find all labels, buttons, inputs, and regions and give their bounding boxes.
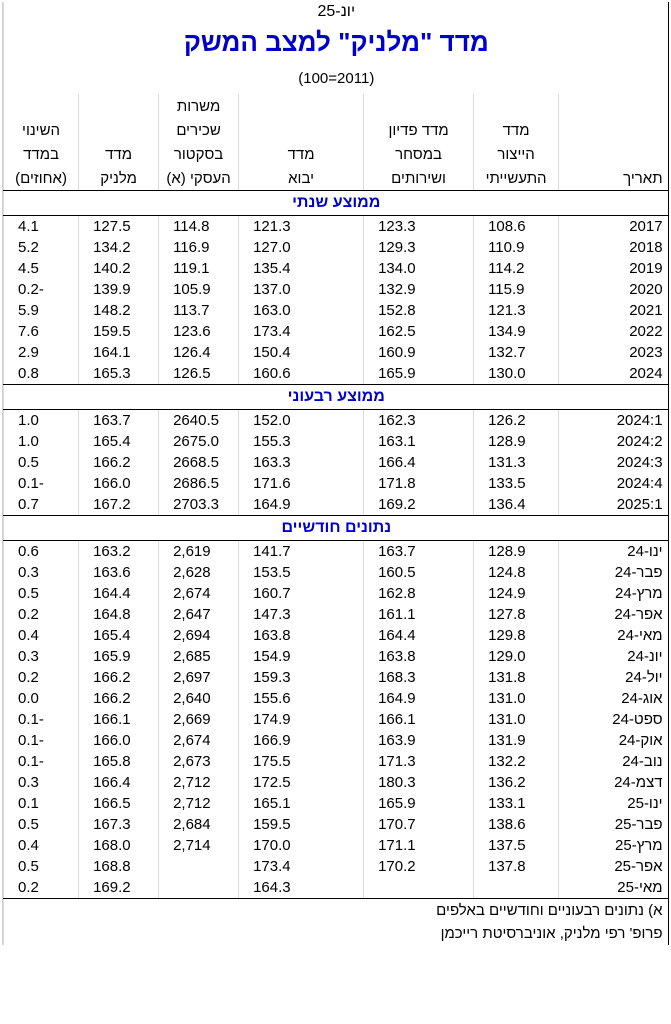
value-cell: 113.7 bbox=[159, 300, 239, 321]
value-cell: 166.5 bbox=[79, 793, 159, 814]
value-cell: 154.9 bbox=[239, 646, 364, 667]
value-cell: 166.4 bbox=[364, 452, 474, 473]
value-cell: 131.8 bbox=[474, 667, 559, 688]
value-cell: 163.2 bbox=[79, 541, 159, 563]
value-cell bbox=[159, 856, 239, 877]
value-cell: 131.0 bbox=[474, 709, 559, 730]
value-cell: 147.3 bbox=[239, 604, 364, 625]
value-cell: -0.1 bbox=[4, 709, 79, 730]
value-cell: 0.3 bbox=[4, 646, 79, 667]
value-cell: 165.9 bbox=[79, 646, 159, 667]
value-cell: 164.4 bbox=[79, 583, 159, 604]
value-cell: 163.8 bbox=[239, 625, 364, 646]
table-row bbox=[4, 877, 669, 899]
row-date-cell: ינו-24 bbox=[559, 541, 669, 563]
value-cell: 0.5 bbox=[4, 583, 79, 604]
value-cell: 121.3 bbox=[474, 300, 559, 321]
header-date: תאריך bbox=[559, 166, 669, 191]
value-cell: 165.1 bbox=[239, 793, 364, 814]
value-cell: 150.4 bbox=[239, 342, 364, 363]
value-cell bbox=[364, 877, 474, 899]
header-melnick: מדד bbox=[79, 142, 159, 166]
value-cell: 170.0 bbox=[239, 835, 364, 856]
report-date: יונ-25 bbox=[4, 2, 669, 22]
value-cell: 163.7 bbox=[79, 410, 159, 432]
value-cell: 152.8 bbox=[364, 300, 474, 321]
value-cell: 127.5 bbox=[79, 216, 159, 238]
value-cell: 2668.5 bbox=[159, 452, 239, 473]
row-date-cell: מאי-24 bbox=[559, 625, 669, 646]
value-cell: 126.2 bbox=[474, 410, 559, 432]
section-title: נתונים חודשיים bbox=[4, 516, 669, 541]
value-cell: 0.2 bbox=[4, 667, 79, 688]
value-cell: 133.5 bbox=[474, 473, 559, 494]
value-cell: 165.4 bbox=[79, 625, 159, 646]
value-cell: 0.3 bbox=[4, 562, 79, 583]
value-cell: 0.2 bbox=[4, 604, 79, 625]
value-cell: 114.8 bbox=[159, 216, 239, 238]
value-cell: 166.4 bbox=[79, 772, 159, 793]
page-title: מדד "מלניק" למצב המשק bbox=[4, 22, 669, 62]
value-cell: 114.2 bbox=[474, 258, 559, 279]
value-cell bbox=[159, 877, 239, 899]
value-cell: 2,714 bbox=[159, 835, 239, 856]
value-cell: 163.8 bbox=[364, 646, 474, 667]
value-cell bbox=[474, 877, 559, 899]
row-date-cell: אוג-24 bbox=[559, 688, 669, 709]
value-cell: 165.9 bbox=[364, 793, 474, 814]
value-cell: 160.9 bbox=[364, 342, 474, 363]
value-cell: 171.6 bbox=[239, 473, 364, 494]
value-cell: -0.1 bbox=[4, 473, 79, 494]
table-row bbox=[4, 321, 669, 342]
value-cell: 137.0 bbox=[239, 279, 364, 300]
row-date-cell: נוב-24 bbox=[559, 751, 669, 772]
value-cell: 124.8 bbox=[474, 562, 559, 583]
value-cell: 174.9 bbox=[239, 709, 364, 730]
value-cell: 0.8 bbox=[4, 363, 79, 385]
row-date-cell: מרץ-24 bbox=[559, 583, 669, 604]
value-cell: 2,674 bbox=[159, 730, 239, 751]
value-cell: 5.2 bbox=[4, 237, 79, 258]
section-header bbox=[4, 191, 669, 216]
row-date-cell: 2025:1 bbox=[559, 494, 669, 516]
table-row bbox=[4, 541, 669, 563]
header-imports: מדד bbox=[239, 142, 364, 166]
value-cell: 108.6 bbox=[474, 216, 559, 238]
value-cell: 1.0 bbox=[4, 431, 79, 452]
value-cell: 135.4 bbox=[239, 258, 364, 279]
section-title: ממוצע רבעוני bbox=[4, 385, 669, 410]
value-cell: 0.4 bbox=[4, 625, 79, 646]
value-cell: 155.3 bbox=[239, 431, 364, 452]
value-cell: 159.5 bbox=[79, 321, 159, 342]
value-cell: 163.9 bbox=[364, 730, 474, 751]
table-row bbox=[4, 730, 669, 751]
value-cell: -0.2 bbox=[4, 279, 79, 300]
value-cell: 160.7 bbox=[239, 583, 364, 604]
value-cell: 2,674 bbox=[159, 583, 239, 604]
row-date-cell: 2024:2 bbox=[559, 431, 669, 452]
value-cell: 2,673 bbox=[159, 751, 239, 772]
header-change: השינוי bbox=[4, 118, 79, 142]
value-cell: 129.8 bbox=[474, 625, 559, 646]
header-row-2: מדד מדד פדיון שכירים השינוי bbox=[4, 118, 669, 142]
value-cell: 161.1 bbox=[364, 604, 474, 625]
header-row-4: תאריך התעשייתי ושירותים יבוא העסקי (א) מלניק (אחוזים) bbox=[4, 166, 669, 191]
value-cell: 167.2 bbox=[79, 494, 159, 516]
value-cell: 138.6 bbox=[474, 814, 559, 835]
value-cell: 2,619 bbox=[159, 541, 239, 563]
base-row bbox=[4, 62, 669, 94]
value-cell: 0.1 bbox=[4, 793, 79, 814]
value-cell: 140.2 bbox=[79, 258, 159, 279]
value-cell: 162.5 bbox=[364, 321, 474, 342]
footnote-row bbox=[4, 899, 669, 923]
value-cell: 0.5 bbox=[4, 814, 79, 835]
value-cell: 139.9 bbox=[79, 279, 159, 300]
row-date-cell: אוק-24 bbox=[559, 730, 669, 751]
table-row bbox=[4, 814, 669, 835]
value-cell: 162.3 bbox=[364, 410, 474, 432]
value-cell: 164.9 bbox=[364, 688, 474, 709]
table-row bbox=[4, 237, 669, 258]
row-date-cell: 2020 bbox=[559, 279, 669, 300]
value-cell: 2,685 bbox=[159, 646, 239, 667]
header-industrial: מדד bbox=[474, 118, 559, 142]
value-cell: 129.3 bbox=[364, 237, 474, 258]
value-cell: 2,669 bbox=[159, 709, 239, 730]
table-row bbox=[4, 216, 669, 238]
value-cell: 4.5 bbox=[4, 258, 79, 279]
row-date-cell: דצמ-24 bbox=[559, 772, 669, 793]
value-cell: 164.1 bbox=[79, 342, 159, 363]
value-cell: 165.8 bbox=[79, 751, 159, 772]
section-title: ממוצע שנתי bbox=[4, 191, 669, 216]
value-cell: 137.8 bbox=[474, 856, 559, 877]
value-cell: 7.6 bbox=[4, 321, 79, 342]
melnick-index-table bbox=[3, 2, 669, 945]
table-row bbox=[4, 625, 669, 646]
value-cell: 164.9 bbox=[239, 494, 364, 516]
table-row bbox=[4, 279, 669, 300]
value-cell: 0.0 bbox=[4, 688, 79, 709]
value-cell: 0.5 bbox=[4, 856, 79, 877]
value-cell: 180.3 bbox=[364, 772, 474, 793]
value-cell: 155.6 bbox=[239, 688, 364, 709]
value-cell: 171.8 bbox=[364, 473, 474, 494]
section-header bbox=[4, 516, 669, 541]
row-date-cell: 2019 bbox=[559, 258, 669, 279]
value-cell: 168.8 bbox=[79, 856, 159, 877]
value-cell: 164.4 bbox=[364, 625, 474, 646]
value-cell: 166.2 bbox=[79, 688, 159, 709]
table-row bbox=[4, 856, 669, 877]
table-row bbox=[4, 410, 669, 432]
value-cell: 153.5 bbox=[239, 562, 364, 583]
row-date-cell: 2024 bbox=[559, 363, 669, 385]
value-cell: 166.0 bbox=[79, 473, 159, 494]
table-row bbox=[4, 583, 669, 604]
value-cell: 171.3 bbox=[364, 751, 474, 772]
base-year-label: (2011=100) bbox=[4, 62, 669, 94]
row-date-cell: 2024:4 bbox=[559, 473, 669, 494]
value-cell: 131.9 bbox=[474, 730, 559, 751]
value-cell: 159.5 bbox=[239, 814, 364, 835]
value-cell: 132.7 bbox=[474, 342, 559, 363]
value-cell: 159.3 bbox=[239, 667, 364, 688]
value-cell: 2,697 bbox=[159, 667, 239, 688]
table-row bbox=[4, 772, 669, 793]
value-cell: 0.5 bbox=[4, 452, 79, 473]
value-cell: 163.0 bbox=[239, 300, 364, 321]
value-cell: 132.9 bbox=[364, 279, 474, 300]
row-date-cell: ינו-25 bbox=[559, 793, 669, 814]
value-cell: 134.0 bbox=[364, 258, 474, 279]
table-row bbox=[4, 688, 669, 709]
value-cell: 160.5 bbox=[364, 562, 474, 583]
value-cell: 4.1 bbox=[4, 216, 79, 238]
value-cell: 169.2 bbox=[79, 877, 159, 899]
table-row bbox=[4, 835, 669, 856]
value-cell: 133.1 bbox=[474, 793, 559, 814]
value-cell: 166.2 bbox=[79, 452, 159, 473]
value-cell: -0.1 bbox=[4, 751, 79, 772]
header-row-3: הייצור במסחר מדד בסקטור מדד במדד bbox=[4, 142, 669, 166]
value-cell: 170.7 bbox=[364, 814, 474, 835]
value-cell: 163.6 bbox=[79, 562, 159, 583]
value-cell: 131.0 bbox=[474, 688, 559, 709]
value-cell: 110.9 bbox=[474, 237, 559, 258]
value-cell: 141.7 bbox=[239, 541, 364, 563]
value-cell: 2,694 bbox=[159, 625, 239, 646]
table-row bbox=[4, 604, 669, 625]
table-row bbox=[4, 300, 669, 321]
row-date-cell: 2024:3 bbox=[559, 452, 669, 473]
value-cell: 130.0 bbox=[474, 363, 559, 385]
value-cell: -0.1 bbox=[4, 730, 79, 751]
value-cell: 2,712 bbox=[159, 772, 239, 793]
value-cell: 2,684 bbox=[159, 814, 239, 835]
footnote: א) נתונים רבעוניים וחודשיים באלפים bbox=[4, 899, 669, 923]
title-row bbox=[4, 22, 669, 62]
row-date-cell: 2017 bbox=[559, 216, 669, 238]
value-cell: 123.6 bbox=[159, 321, 239, 342]
value-cell: 128.9 bbox=[474, 431, 559, 452]
value-cell: 137.5 bbox=[474, 835, 559, 856]
value-cell: 2640.5 bbox=[159, 410, 239, 432]
value-cell: 152.0 bbox=[239, 410, 364, 432]
row-date-cell: 2024:1 bbox=[559, 410, 669, 432]
value-cell: 2703.3 bbox=[159, 494, 239, 516]
value-cell: 2.9 bbox=[4, 342, 79, 363]
value-cell: 0.4 bbox=[4, 835, 79, 856]
value-cell: 173.4 bbox=[239, 321, 364, 342]
value-cell: 167.3 bbox=[79, 814, 159, 835]
row-date-cell: מאי-25 bbox=[559, 877, 669, 899]
table-row bbox=[4, 363, 669, 385]
value-cell: 2,640 bbox=[159, 688, 239, 709]
value-cell: 165.4 bbox=[79, 431, 159, 452]
value-cell: 119.1 bbox=[159, 258, 239, 279]
value-cell: 134.2 bbox=[79, 237, 159, 258]
value-cell: 166.1 bbox=[364, 709, 474, 730]
value-cell: 163.3 bbox=[239, 452, 364, 473]
value-cell: 5.9 bbox=[4, 300, 79, 321]
value-cell: 126.4 bbox=[159, 342, 239, 363]
value-cell: 163.1 bbox=[364, 431, 474, 452]
header-row-1 bbox=[4, 94, 669, 118]
value-cell: 129.0 bbox=[474, 646, 559, 667]
value-cell: 168.3 bbox=[364, 667, 474, 688]
value-cell: 136.4 bbox=[474, 494, 559, 516]
value-cell: 134.9 bbox=[474, 321, 559, 342]
row-date-cell: 2023 bbox=[559, 342, 669, 363]
date-label-row bbox=[4, 2, 669, 22]
table-row bbox=[4, 667, 669, 688]
table-row bbox=[4, 646, 669, 667]
table-row bbox=[4, 494, 669, 516]
value-cell: 1.0 bbox=[4, 410, 79, 432]
table-row bbox=[4, 452, 669, 473]
row-date-cell: 2018 bbox=[559, 237, 669, 258]
value-cell: 132.2 bbox=[474, 751, 559, 772]
value-cell: 2,647 bbox=[159, 604, 239, 625]
value-cell: 164.8 bbox=[79, 604, 159, 625]
row-date-cell: ספט-24 bbox=[559, 709, 669, 730]
value-cell: 162.8 bbox=[364, 583, 474, 604]
spreadsheet bbox=[2, 2, 669, 945]
row-date-cell: מרץ-25 bbox=[559, 835, 669, 856]
row-date-cell: יונ-24 bbox=[559, 646, 669, 667]
value-cell: 163.7 bbox=[364, 541, 474, 563]
value-cell: 2686.5 bbox=[159, 473, 239, 494]
value-cell: 175.5 bbox=[239, 751, 364, 772]
row-date-cell: 2022 bbox=[559, 321, 669, 342]
value-cell: 148.2 bbox=[79, 300, 159, 321]
value-cell: 166.9 bbox=[239, 730, 364, 751]
value-cell: 2675.0 bbox=[159, 431, 239, 452]
value-cell: 136.2 bbox=[474, 772, 559, 793]
value-cell: 160.6 bbox=[239, 363, 364, 385]
table-row bbox=[4, 473, 669, 494]
value-cell: 169.2 bbox=[364, 494, 474, 516]
value-cell: 173.4 bbox=[239, 856, 364, 877]
row-date-cell: פבר-24 bbox=[559, 562, 669, 583]
value-cell: 172.5 bbox=[239, 772, 364, 793]
value-cell: 127.0 bbox=[239, 237, 364, 258]
value-cell: 123.3 bbox=[364, 216, 474, 238]
value-cell: 170.2 bbox=[364, 856, 474, 877]
value-cell: 124.9 bbox=[474, 583, 559, 604]
value-cell: 2,712 bbox=[159, 793, 239, 814]
value-cell: 127.8 bbox=[474, 604, 559, 625]
value-cell: 0.3 bbox=[4, 772, 79, 793]
value-cell: 128.9 bbox=[474, 541, 559, 563]
value-cell: 116.9 bbox=[159, 237, 239, 258]
value-cell: 121.3 bbox=[239, 216, 364, 238]
value-cell: 2,628 bbox=[159, 562, 239, 583]
value-cell: 0.6 bbox=[4, 541, 79, 563]
row-date-cell: יול-24 bbox=[559, 667, 669, 688]
header-trade: מדד פדיון bbox=[364, 118, 474, 142]
table-row bbox=[4, 562, 669, 583]
section-header bbox=[4, 385, 669, 410]
row-date-cell: אפר-25 bbox=[559, 856, 669, 877]
table-row bbox=[4, 793, 669, 814]
footnote: פרופ' רפי מלניק, אוניברסיטת רייכמן bbox=[4, 922, 669, 945]
value-cell: 105.9 bbox=[159, 279, 239, 300]
value-cell: 131.3 bbox=[474, 452, 559, 473]
value-cell: 165.3 bbox=[79, 363, 159, 385]
table-row bbox=[4, 709, 669, 730]
value-cell: 166.0 bbox=[79, 730, 159, 751]
row-date-cell: פבר-25 bbox=[559, 814, 669, 835]
footnote-row bbox=[4, 922, 669, 945]
value-cell: 126.5 bbox=[159, 363, 239, 385]
value-cell: 164.3 bbox=[239, 877, 364, 899]
value-cell: 166.1 bbox=[79, 709, 159, 730]
table-row bbox=[4, 342, 669, 363]
table-row bbox=[4, 258, 669, 279]
header-jobs: משרות bbox=[159, 94, 239, 118]
value-cell: 171.1 bbox=[364, 835, 474, 856]
value-cell: 165.9 bbox=[364, 363, 474, 385]
table-row bbox=[4, 431, 669, 452]
table-row bbox=[4, 751, 669, 772]
row-date-cell: 2021 bbox=[559, 300, 669, 321]
value-cell: 0.2 bbox=[4, 877, 79, 899]
value-cell: 168.0 bbox=[79, 835, 159, 856]
value-cell: 166.2 bbox=[79, 667, 159, 688]
value-cell: 115.9 bbox=[474, 279, 559, 300]
value-cell: 0.7 bbox=[4, 494, 79, 516]
row-date-cell: אפר-24 bbox=[559, 604, 669, 625]
